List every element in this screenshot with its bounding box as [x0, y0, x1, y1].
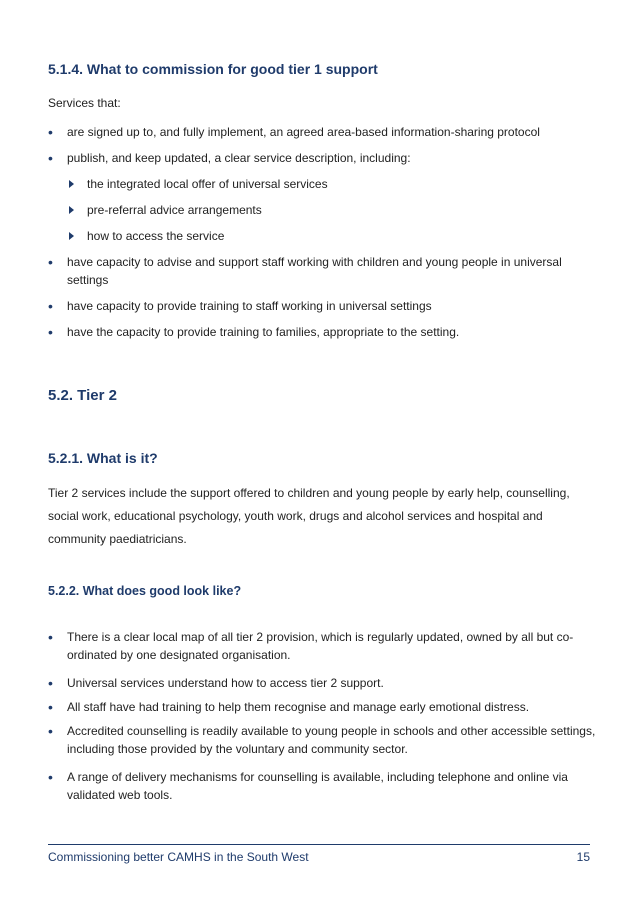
- heading-5-1-4: 5.1.4. What to commission for good tier 1 support: [48, 61, 378, 77]
- body-paragraph: Tier 2 services include the support offered to children and young people by early help, counselling, social work, educational psychology, youth work, drugs and alcohol services and hospital and community paediatricians.: [48, 486, 570, 546]
- heading-5-2-2: 5.2.2. What does good look like?: [48, 584, 242, 598]
- list-item: • publish, and keep updated, a clear service description, including:: [48, 150, 411, 166]
- bullet-icon: •: [48, 150, 53, 166]
- bullet-icon: •: [48, 675, 53, 691]
- bullet-icon: •: [48, 723, 53, 739]
- heading-5-2: 5.2. Tier 2: [48, 387, 117, 404]
- arrow-right-icon: [69, 180, 74, 188]
- bullet-icon: •: [48, 699, 53, 715]
- list-item: • There is a clear local map of all tier 2 provision, which is regularly updated, owned by all but co-ordinated by one designated organisation.: [48, 629, 574, 662]
- bullet-icon: •: [48, 324, 53, 340]
- list-item: • All staff have had training to help them recognise and manage early emotional distress.: [48, 699, 530, 715]
- footer-divider: [48, 844, 590, 845]
- sub-list-item: the integrated local offer of universal services: [69, 175, 589, 193]
- heading-5-2-1: 5.2.1. What is it?: [48, 450, 158, 466]
- intro-text: Services that:: [48, 96, 121, 110]
- list-item: • A range of delivery mechanisms for counselling is available, including telephone and online via validated web tools.: [48, 769, 568, 802]
- sub-list-item: how to access the service: [69, 227, 589, 245]
- list-item: • have capacity to provide training to staff working in universal settings: [48, 298, 432, 314]
- sub-list-item: pre-referral advice arrangements: [69, 201, 589, 219]
- list-item: • have capacity to advise and support staff working with children and young people in universal settings: [48, 254, 562, 287]
- bullet-icon: •: [48, 298, 53, 314]
- bullet-icon: •: [48, 254, 53, 270]
- page-number: 15: [576, 850, 590, 864]
- arrow-right-icon: [69, 232, 74, 240]
- list-item: • Accredited counselling is readily available to young people in schools and other accessible settings, including those provided by the voluntary and community sector.: [48, 723, 596, 756]
- bullet-icon: •: [48, 124, 53, 140]
- list-item: • have the capacity to provide training to families, appropriate to the setting.: [48, 324, 460, 340]
- list-item: • Universal services understand how to access tier 2 support.: [48, 675, 384, 691]
- bullet-icon: •: [48, 629, 53, 645]
- bullet-icon: •: [48, 769, 53, 785]
- list-item: • are signed up to, and fully implement, an agreed area-based information-sharing protocol: [48, 124, 540, 140]
- footer-title: Commissioning better CAMHS in the South West: [48, 850, 309, 864]
- arrow-right-icon: [69, 206, 74, 214]
